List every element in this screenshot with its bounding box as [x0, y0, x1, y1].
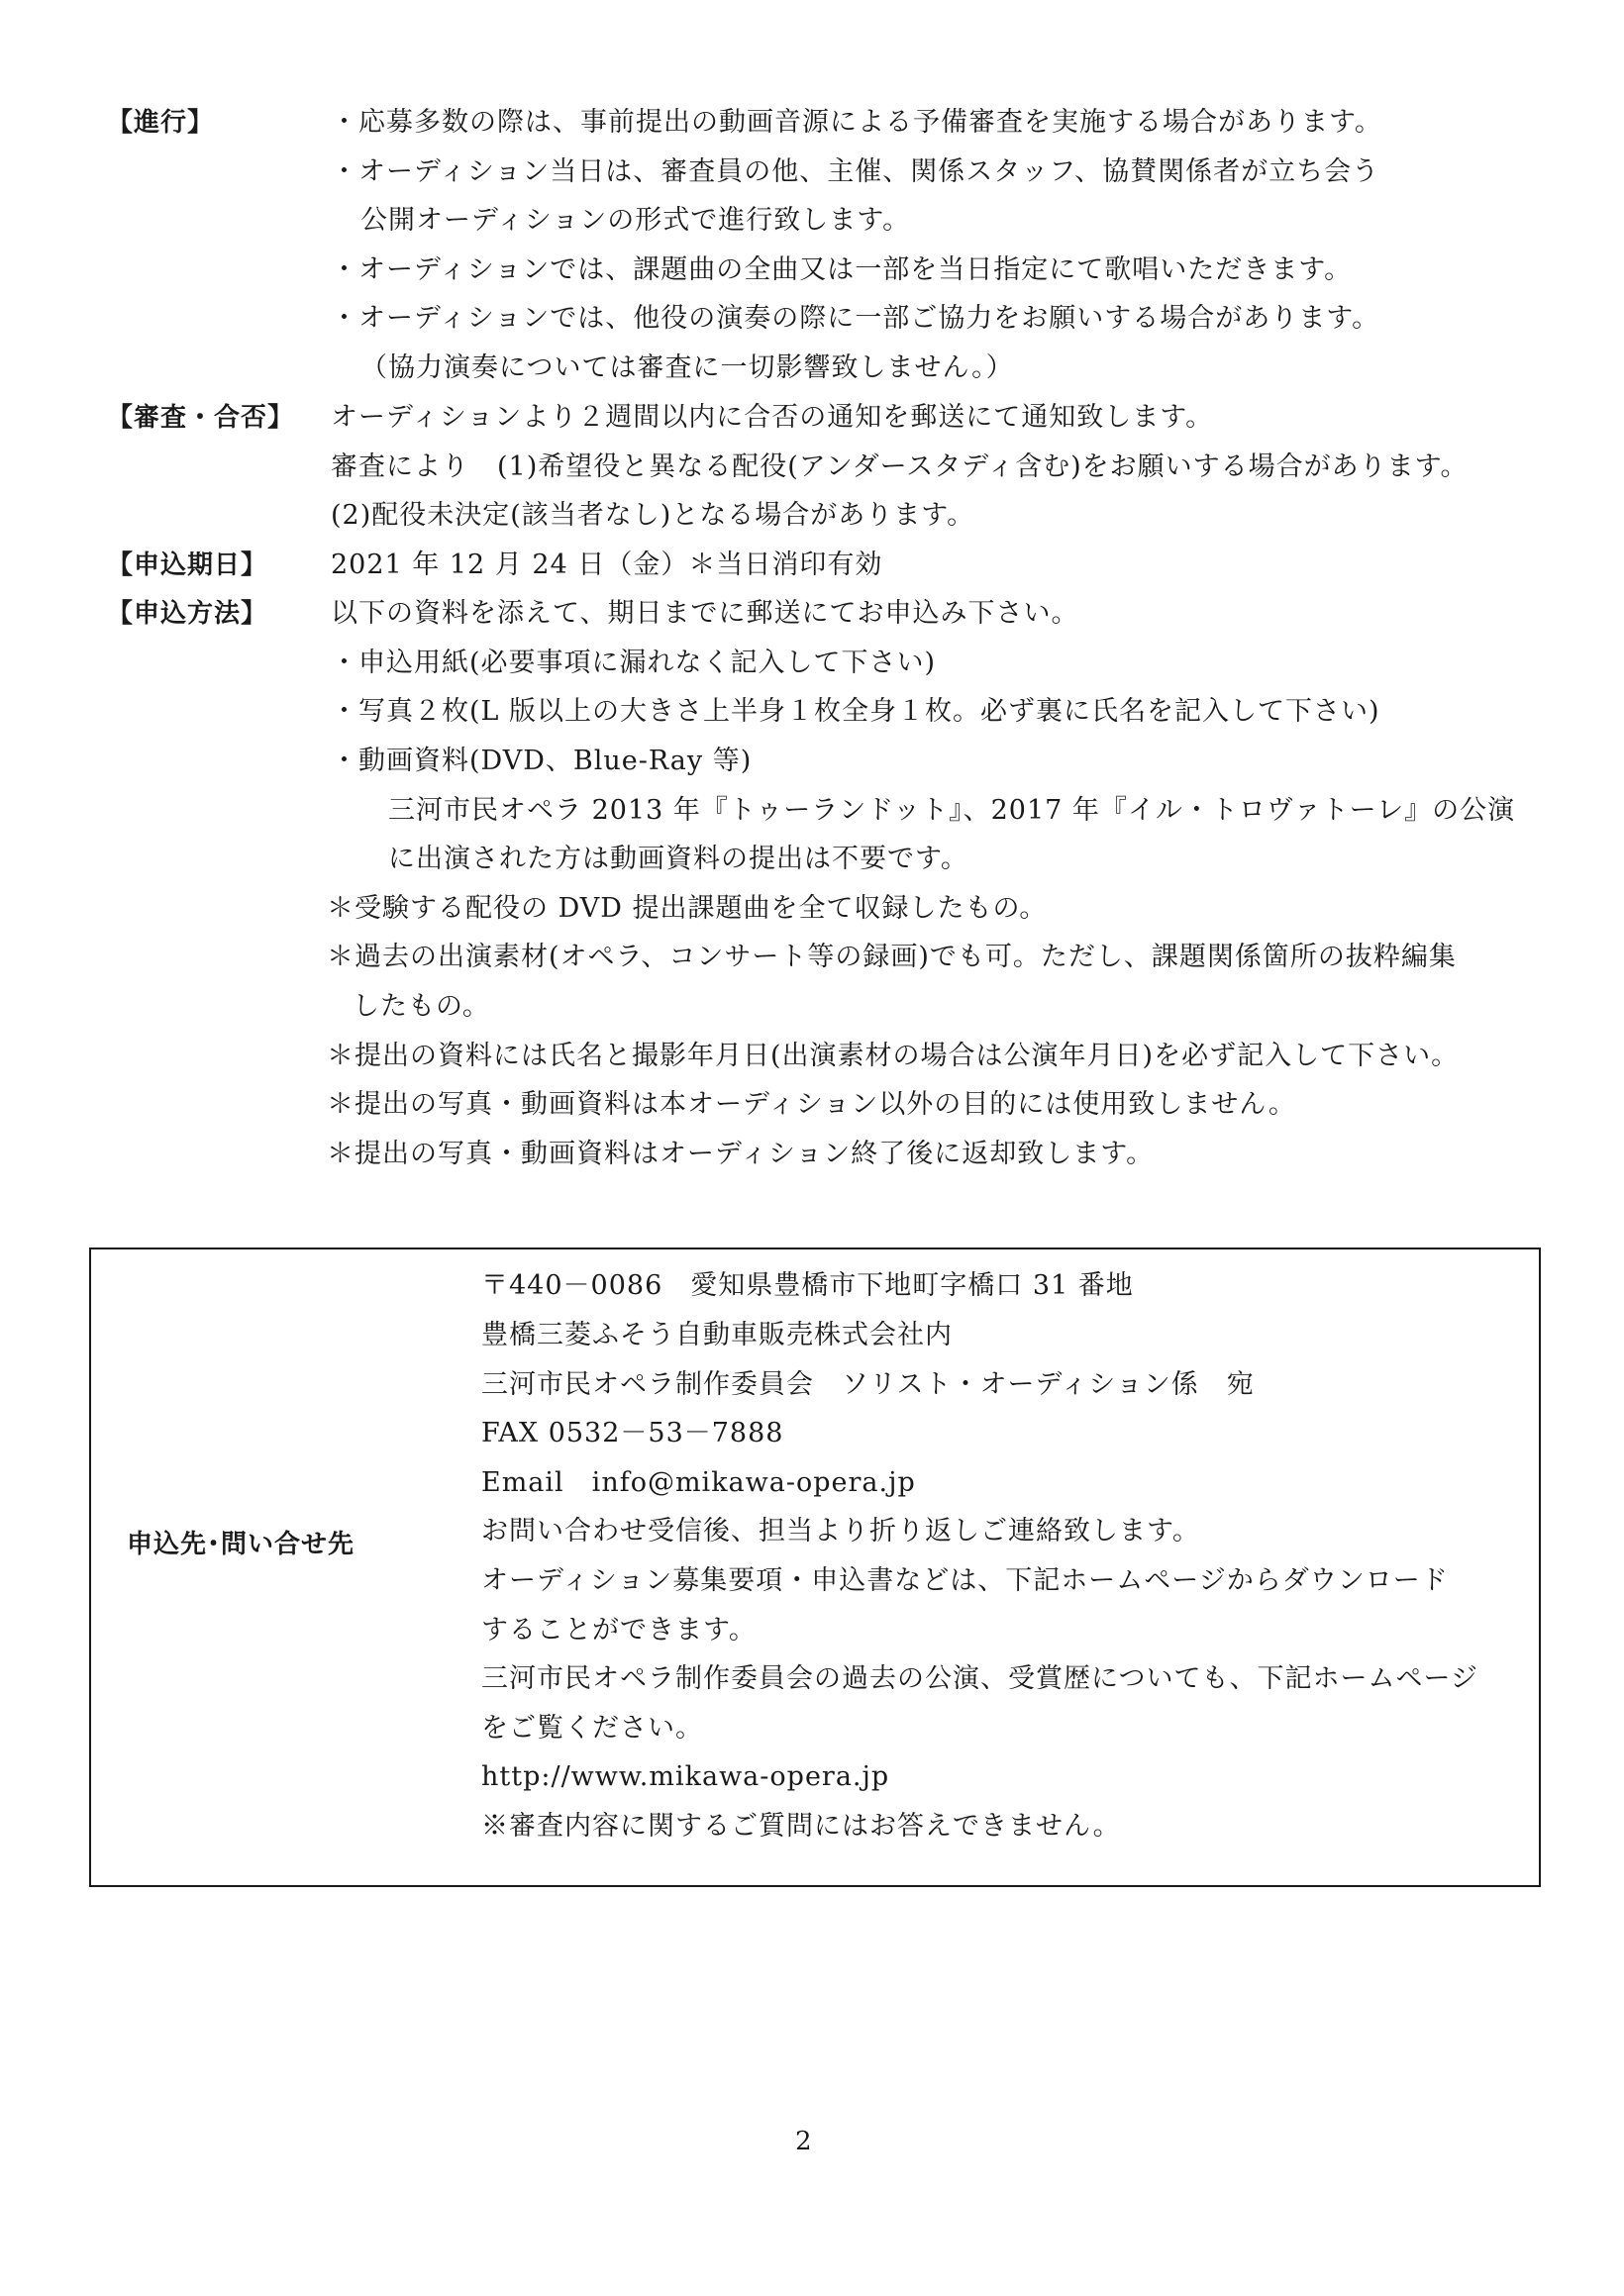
text-line: ＊受験する配役の DVD 提出課題曲を全て収録したもの。: [327, 893, 1048, 924]
text-line: (2)配役未決定(該当者なし)となる場合があります。: [331, 500, 975, 531]
contact-label: 申込先･問い合せ先: [127, 1530, 355, 1559]
text-line: 三河市民オペラ 2013 年『トゥーランドット』、2017 年『イル・トロヴァトーレ』の公演: [388, 795, 1516, 826]
text-line: ・申込用紙(必要事項に漏れなく記入して下さい): [331, 648, 937, 678]
text-line: ・動画資料(DVD、Blue‐Ray 等): [331, 746, 753, 776]
section-label-deadline: 【申込期日】: [107, 550, 268, 580]
text-line: ・オーディション当日は、審査員の他、主催、関係スタッフ、協賛関係者が立ち会う: [331, 156, 1380, 187]
text-line: ・写真２枚(L 版以上の大きさ上半身１枚全身１枚。必ず裏に氏名を記入して下さい): [331, 696, 1380, 727]
page-number: 2: [795, 2127, 812, 2156]
text-line: 以下の資料を添えて、期日までに郵送にてお申込み下さい。: [331, 598, 1079, 629]
contact-website: http://www.mikawa-opera.jp: [481, 1761, 890, 1792]
text-line: 公開オーディションの形式で進行致します。: [360, 205, 911, 236]
text-line: ※審査内容に関するご質問にはお答えできません。: [481, 1811, 1121, 1842]
text-line: ・応募多数の際は、事前提出の動画音源による予備審査を実施する場合があります。: [331, 107, 1382, 138]
text-line: （協力演奏については審査に一切影響致しません。）: [360, 352, 1014, 383]
contact-email: Email info@mikawa-opera.jp: [481, 1467, 916, 1498]
contact-committee: 三河市民オペラ制作委員会 ソリスト・オーディション係 宛: [481, 1369, 1255, 1400]
contact-address: 〒440－0086 愛知県豊橋市下地町字橋口 31 番地: [481, 1270, 1134, 1301]
text-line: ＊過去の出演素材(オペラ、コンサート等の録画)でも可。ただし、課題関係箇所の抜粋編集: [327, 942, 1457, 972]
section-label-judging: 【審査・合否】: [107, 403, 295, 433]
text-line: ＊提出の写真・動画資料はオーディション終了後に返却致します。: [327, 1139, 1155, 1169]
text-line: ＊提出の写真・動画資料は本オーディション以外の目的には使用致しません。: [327, 1089, 1296, 1120]
text-line: 審査により (1)希望役と異なる配役(アンダースタディ含む)をお願いする場合があります。: [331, 451, 1469, 482]
text-line: ＊提出の資料には氏名と撮影年月日(出演素材の場合は公演年月日)を必ず記入して下さい。: [327, 1041, 1460, 1071]
section-label-application-method: 【申込方法】: [107, 599, 268, 629]
text-line: 2021 年 12 月 24 日（金）＊当日消印有効: [331, 549, 883, 580]
contact-fax: FAX 0532－53－7888: [481, 1418, 784, 1448]
text-line: お問い合わせ受信後、担当より折り返しご連絡致します。: [481, 1516, 1200, 1547]
text-line: オーディションより２週間以内に合否の通知を郵送にて通知致します。: [331, 402, 1214, 433]
text-line: することができます。: [481, 1615, 757, 1646]
contact-company: 豊橋三菱ふそう自動車販売株式会社内: [481, 1320, 953, 1350]
text-line: をご覧ください。: [481, 1713, 703, 1744]
text-line: したもの。: [353, 991, 490, 1022]
text-line: に出演された方は動画資料の提出は不要です。: [388, 844, 968, 874]
text-line: ・オーディションでは、他役の演奏の際に一部ご協力をお願いする場合があります。: [331, 303, 1380, 334]
text-line: ・オーディションでは、課題曲の全曲又は一部を当日指定にて歌唱いただきます。: [331, 254, 1353, 285]
text-line: オーディション募集要項・申込書などは、下記ホームページからダウンロード: [481, 1565, 1449, 1596]
text-line: 三河市民オペラ制作委員会の過去の公演、受賞歴についても、下記ホームページ: [481, 1663, 1478, 1694]
section-label-progress: 【進行】: [107, 108, 215, 138]
